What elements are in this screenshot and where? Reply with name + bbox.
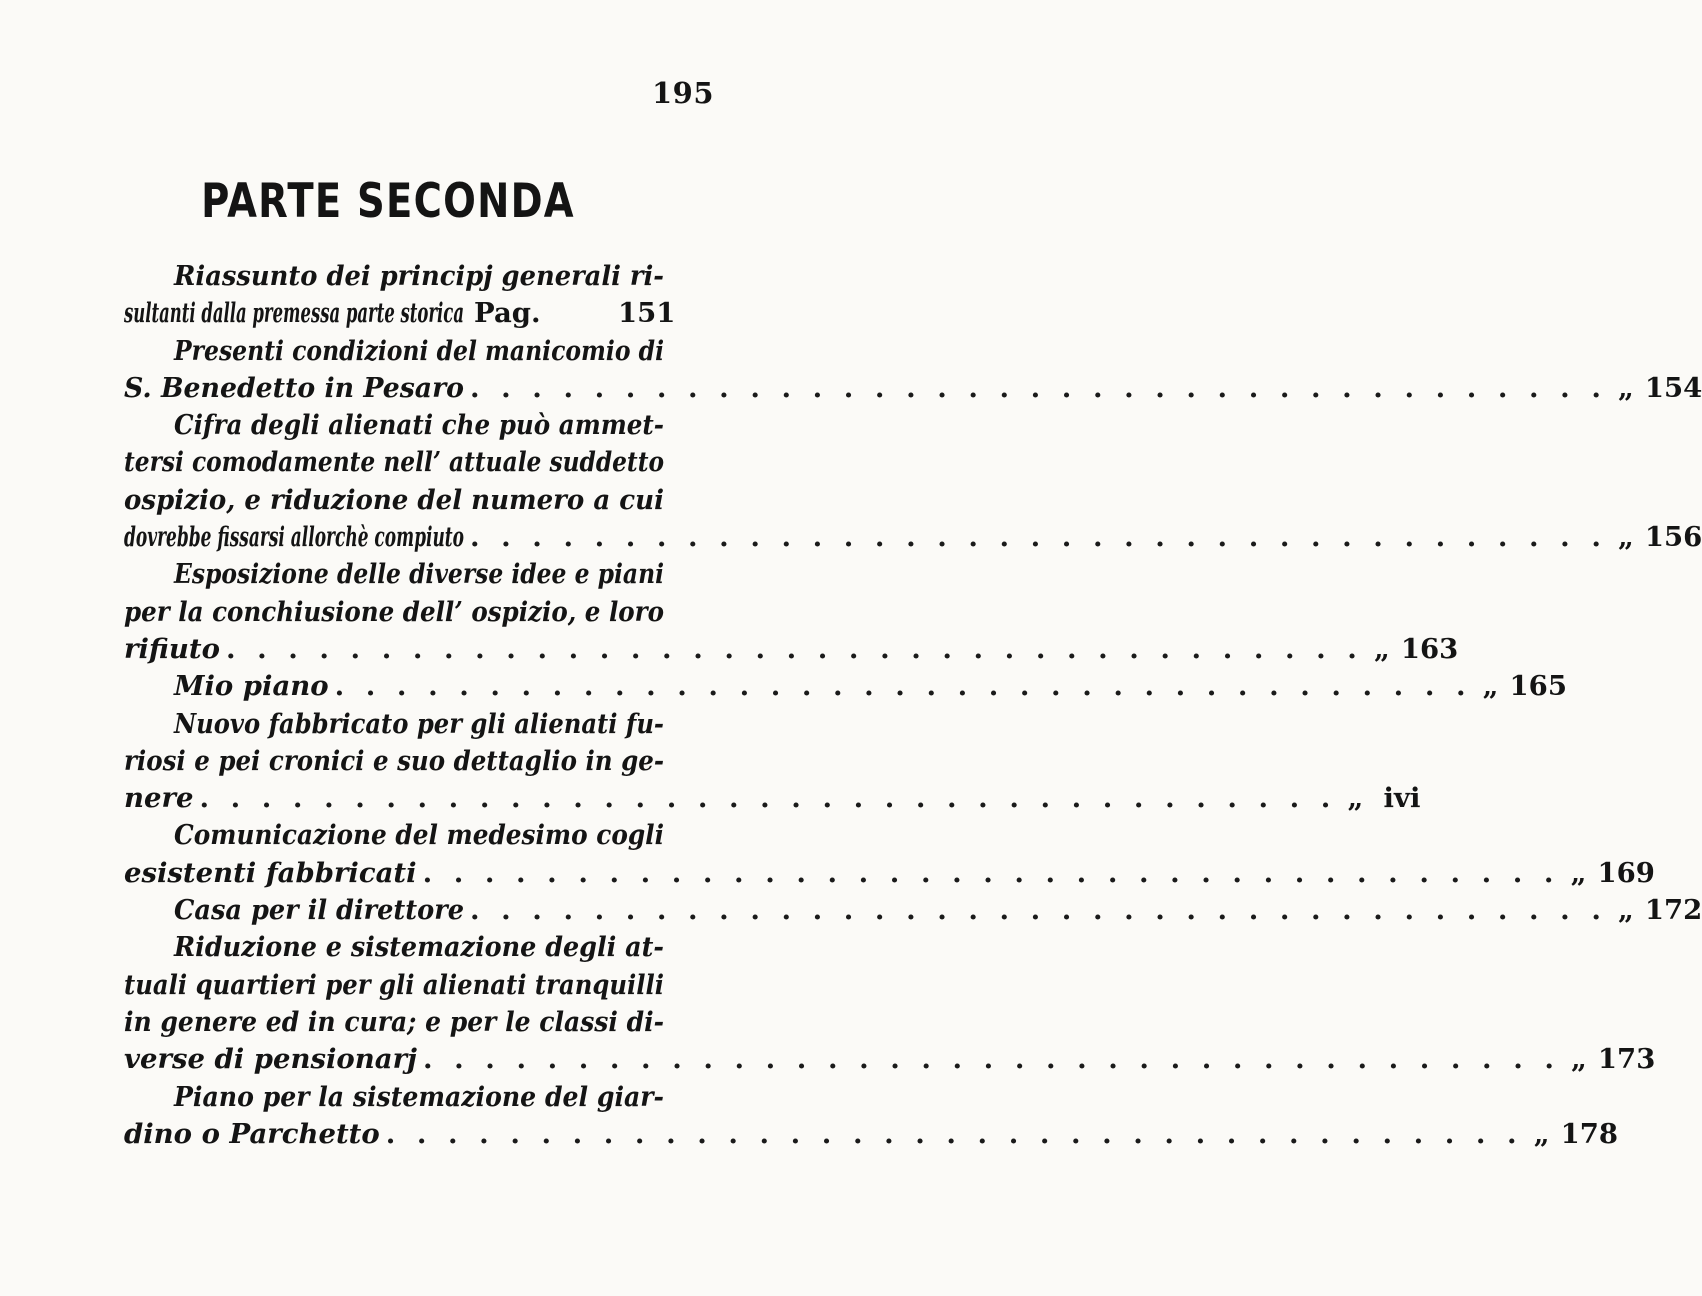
page-reference: 169 — [1597, 856, 1655, 889]
toc-entry — [124, 556, 1459, 668]
toc-entry-line — [124, 1004, 664, 1041]
toc-entry — [124, 892, 1702, 929]
toc-entry-line — [124, 929, 664, 966]
page-reference: 151 — [618, 297, 676, 330]
dot-leader: . . . . . . . . . . . . . . . . . . . . . . . . . . . . . . . . . . . . . — [422, 856, 1560, 889]
toc-entry-text: Cifra degli alienati che può ammet- — [174, 409, 664, 442]
toc-entry-text: rifiuto — [124, 632, 220, 665]
toc-entry — [124, 929, 1656, 1078]
page-reference: 165 — [1509, 670, 1567, 703]
toc-entry-text: sultanti dalla premessa parte storica — [124, 297, 464, 330]
toc-entry-line — [124, 967, 664, 1004]
page-number: 195 — [652, 76, 715, 110]
toc-entry-line — [124, 743, 664, 780]
page-reference: 173 — [1597, 1043, 1656, 1076]
toc-entry-text: tuali quartieri per gli alienati tranquilli — [124, 968, 664, 1001]
table-of-contents — [124, 258, 1702, 1153]
toc-entry-line — [124, 594, 664, 631]
dot-leader: . . . . . . . . . . . . . . . . . . . . . . . . . . . . . . . . . . . . . — [385, 1117, 1523, 1150]
ditto-mark: „ — [1373, 632, 1390, 665]
toc-entry-line — [124, 556, 664, 593]
dot-leader: . . . . . . . . . . . . . . . . . . . . . . . . . . . . . . . . . . . . . — [423, 1043, 1560, 1076]
toc-entry-line — [124, 333, 664, 370]
toc-entry-text: dino o Parchetto — [124, 1117, 380, 1150]
page-reference: 163 — [1400, 632, 1459, 665]
toc-entry-line — [124, 370, 1702, 407]
toc-entry-line — [124, 1041, 1656, 1078]
page-reference: 154 — [1644, 371, 1702, 404]
toc-entry-line — [124, 444, 664, 481]
ditto-mark: „ — [1482, 670, 1499, 703]
dot-leader: . . . . . . . . . . . . . . . . . . . . . . . . . . . . . . . . . . . . . — [470, 894, 1607, 927]
toc-entry-text: Piano per la sistemazione del giar- — [174, 1080, 664, 1113]
toc-entry — [124, 407, 1702, 556]
page-reference: ivi — [1383, 782, 1421, 815]
toc-entry-text: ospizio, e riduzione del numero a cui — [124, 483, 664, 516]
ditto-mark: „ — [1617, 894, 1634, 927]
toc-entry-text: Riduzione e sistemazione degli at- — [174, 931, 664, 964]
page-reference: 178 — [1560, 1117, 1619, 1150]
ditto-mark: „ — [1533, 1117, 1550, 1150]
toc-entry-line — [124, 1079, 664, 1116]
toc-entry-text: dovrebbe fissarsi allorchè compiuto — [124, 521, 464, 554]
dot-leader: . . . . . . . . . . . . . . . . . . . . . . . . . . . . . . . . . . . . . — [334, 670, 1472, 703]
ditto-mark: „ — [1347, 782, 1364, 815]
dot-leader: . . . . . . . . . . . . . . . . . . . . . . . . . . . . . . . . . . . . . — [470, 521, 1607, 554]
toc-entry — [124, 258, 676, 333]
toc-entry-text: Mio piano — [174, 670, 329, 703]
toc-entry — [124, 333, 1702, 408]
toc-entry-line — [124, 817, 664, 854]
toc-entry-text: Riassunto dei principj generali ri- — [174, 260, 664, 292]
toc-entry — [124, 1079, 1619, 1154]
toc-entry-text: Presenti condizioni del manicomio di — [174, 334, 664, 367]
toc-entry-line — [124, 1116, 1619, 1153]
toc-entry-line — [124, 780, 1421, 817]
toc-entry-line — [124, 519, 1702, 556]
toc-entry-line — [124, 892, 1702, 929]
toc-entry-text: Comunicazione del medesimo cogli — [174, 819, 664, 852]
page-reference: 156 — [1644, 521, 1702, 554]
toc-entry-text: Nuovo fabbricato per gli alienati fu- — [174, 707, 664, 740]
ditto-mark: „ — [1570, 856, 1587, 889]
toc-entry-text: riosi e pei cronici e suo dettaglio in ge- — [124, 744, 664, 777]
toc-entry-line — [124, 631, 1459, 668]
toc-entry-text: esistenti fabbricati — [124, 856, 417, 889]
part-title: PARTE SECONDA — [201, 174, 575, 229]
toc-entry-line — [124, 295, 676, 332]
toc-entry-line — [124, 855, 1655, 892]
toc-entry — [124, 817, 1655, 892]
toc-entry-text: S. Benedetto in Pesaro — [124, 371, 464, 404]
dot-leader: . . . . . . . . . . . . . . . . . . . . . . . . . . . . . . . . . . . . . — [470, 371, 1607, 404]
toc-entry-line — [124, 668, 1567, 705]
toc-entry-text: Casa per il direttore — [174, 894, 464, 927]
toc-entry-text: nere — [124, 782, 194, 815]
toc-entry-line — [124, 482, 664, 519]
toc-entry-text: in genere ed in cura; e per le classi di- — [124, 1005, 664, 1038]
ditto-mark: „ — [1617, 521, 1634, 554]
ditto-mark: „ — [1571, 1043, 1587, 1076]
page-reference: 172 — [1644, 894, 1702, 927]
dot-leader: . . . . . . . . . . . . . . . . . . . . . . . . . . . . . . . . . . . . . — [199, 782, 1337, 815]
toc-entry-line — [124, 706, 664, 743]
ditto-mark: „ — [1617, 371, 1634, 404]
toc-entry-line — [124, 407, 664, 444]
toc-entry-text: verse di pensionarj — [124, 1043, 418, 1076]
page-label: Pag. — [474, 297, 541, 330]
dot-leader: . . . . . . . . . . . . . . . . . . . . . . . . . . . . . . . . . . . . . — [225, 632, 1363, 665]
toc-entry-line — [124, 258, 664, 295]
toc-entry-text: Esposizione delle diverse idee e piani — [174, 558, 664, 591]
toc-entry-text: per la conchiusione dell’ ospizio, e loro — [124, 595, 664, 628]
toc-entry — [124, 706, 1421, 818]
toc-entry-text: tersi comodamente nell’ attuale suddetto — [124, 446, 664, 479]
toc-entry — [124, 668, 1567, 705]
